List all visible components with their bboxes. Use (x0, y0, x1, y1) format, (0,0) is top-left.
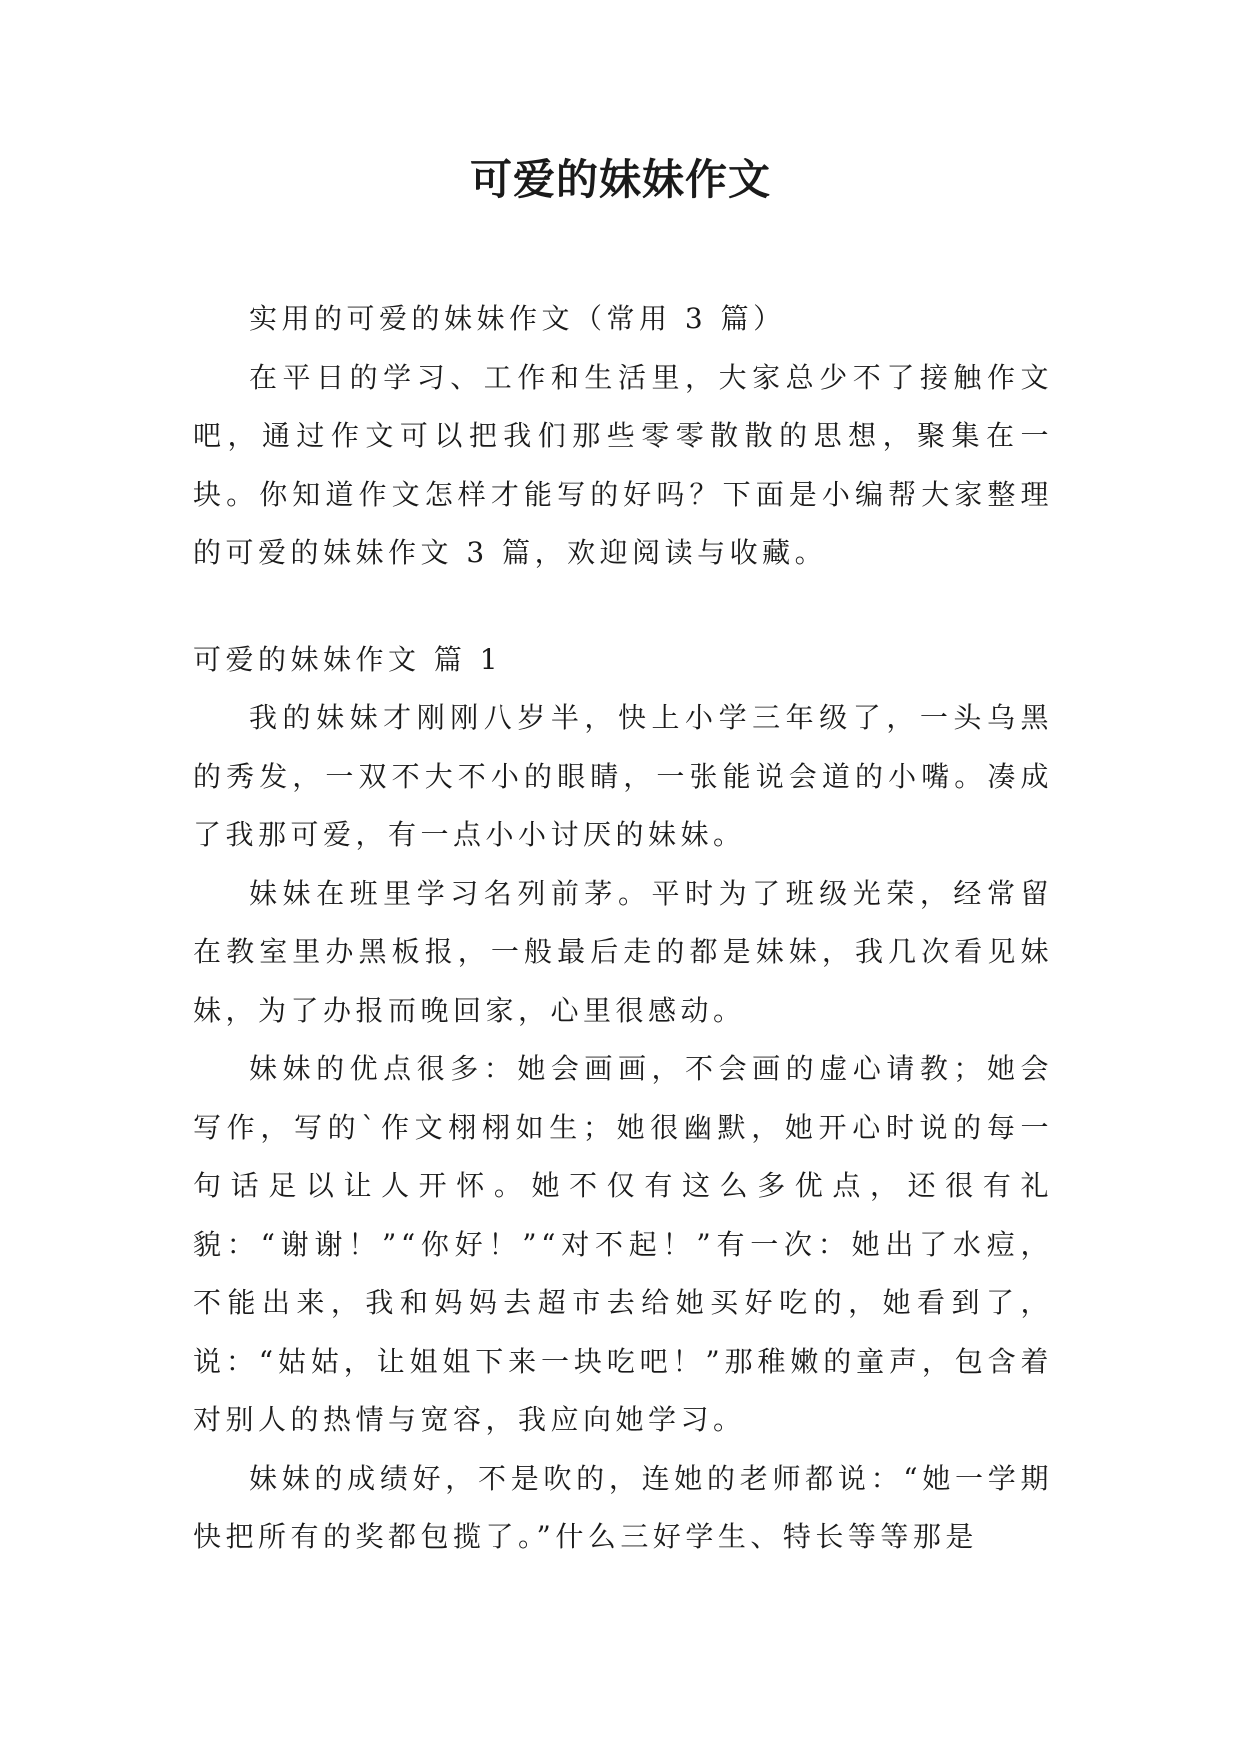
document-title: 可爱的妹妹作文 (469, 155, 771, 204)
document-body (193, 290, 1053, 1567)
body-paragraph: 妹妹的优点很多：她会画画，不会画的虚心请教；她会写作，写的`作文栩栩如生；她很幽默，她开心时说的每一句话足以让人开怀。她不仅有这么多优点，还很有礼貌：“谢谢！”“你好！”“对不起！”有一次：她出了水痘，不能出来，我和妈妈去超市去给她买好吃的，她看到了，说：“姑姑，让姐姐下来一块吃吧！”那稚嫩的童声，包含着对别人的热情与宽容，我应向她学习。 (193, 1052, 1053, 1436)
document-subtitle: 实用的可爱的妹妹作文（常用 3 篇） (249, 302, 786, 335)
body-paragraph: 我的妹妹才刚刚八岁半，快上小学三年级了，一头乌黑的秀发，一双不大不小的眼睛，一张能说会道的小嘴。凑成了我那可爱，有一点小小讨厌的妹妹。 (193, 701, 1053, 851)
intro-paragraph: 在平日的学习、工作和生活里，大家总少不了接触作文吧，通过作文可以把我们那些零零散散的思想，聚集在一块。你知道作文怎样才能写的好吗？下面是小编帮大家整理的可爱的妹妹作文 3 篇，欢迎阅读与收藏。 (193, 360, 1053, 569)
body-paragraph: 妹妹的成绩好，不是吹的，连她的老师都说：“她一学期快把所有的奖都包揽了。”什么三好学生、特长等等那是 (193, 1461, 1053, 1553)
body-paragraph: 妹妹在班里学习名列前茅。平时为了班级光荣，经常留在教室里办黑板报，一般最后走的都是妹妹，我几次看见妹妹，为了办报而晚回家，心里很感动。 (193, 876, 1053, 1027)
section-heading: 可爱的妹妹作文 篇 1 (193, 642, 503, 676)
